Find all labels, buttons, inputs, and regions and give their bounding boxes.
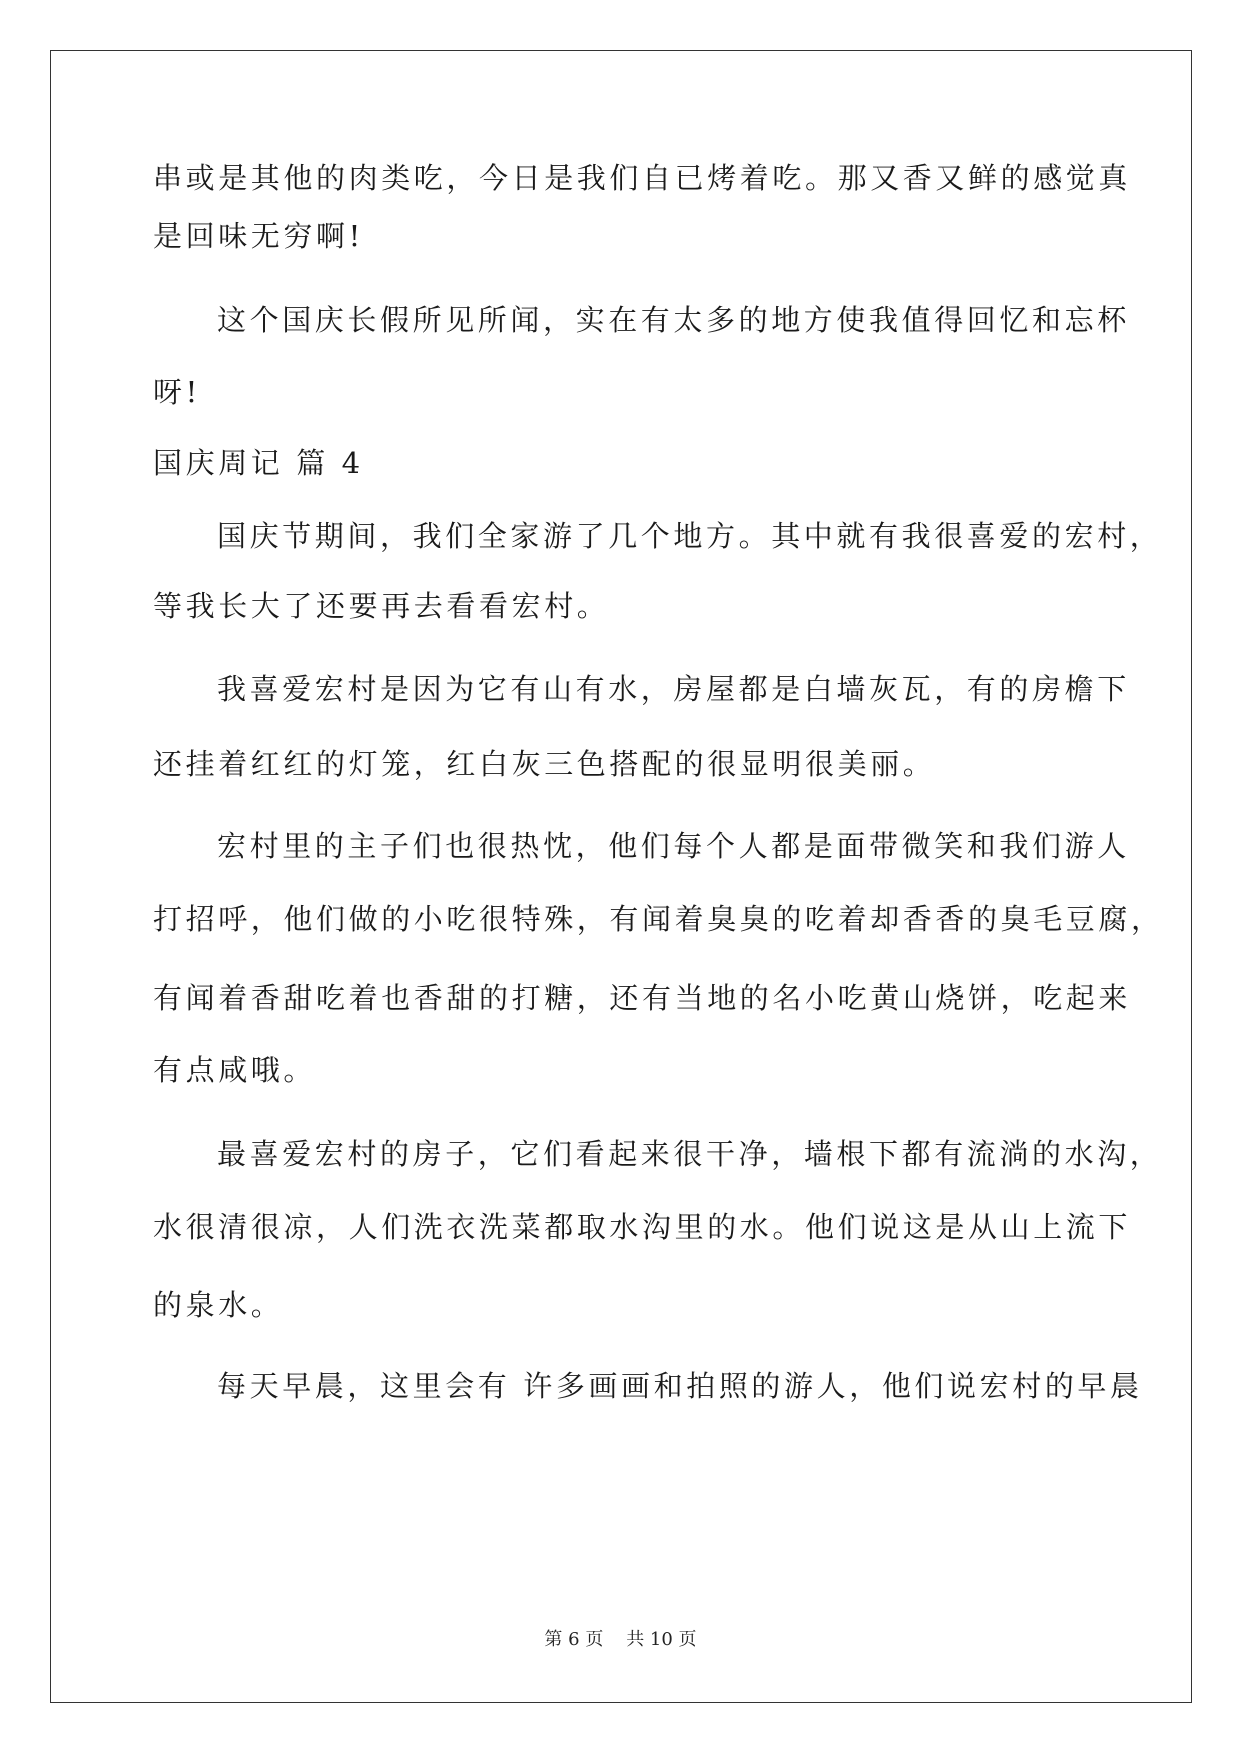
paragraph-line: 这个国庆长假所见所闻，实在有太多的地方使我值得回忆和忘杯	[217, 303, 1130, 337]
text-line: 的泉水。	[153, 1288, 284, 1322]
paragraph-line: 每天早晨，这里会有 许多画画和拍照的游人，他们说宏村的早晨	[217, 1369, 1143, 1403]
text-line: 打招呼，他们做的小吃很特殊，有闻着臭臭的吃着却香香的臭毛豆腐，	[153, 902, 1164, 936]
text-line: 串或是其他的肉类吃，今日是我们自已烤着吃。那又香又鲜的感觉真	[153, 161, 1132, 195]
text-line: 有点咸哦。	[153, 1053, 317, 1087]
page-indicator: 第 6 页 共 10 页	[544, 1629, 697, 1650]
text-line: 呀!	[153, 375, 201, 409]
text-line: 水很清很凉，人们洗衣洗菜都取水沟里的水。他们说这是从山上流下	[153, 1210, 1132, 1244]
text-line: 还挂着红红的灯笼，红白灰三色搭配的很显明很美丽。	[153, 747, 936, 781]
section-heading: 国庆周记 篇 4	[153, 446, 364, 480]
paragraph-line: 宏村里的主子们也很热忱，他们每个人都是面带微笑和我们游人	[217, 829, 1130, 863]
text-line: 有闻着香甜吃着也香甜的打糖，还有当地的名小吃黄山烧饼，吃起来	[153, 981, 1132, 1015]
paragraph-line: 我喜爱宏村是因为它有山有水，房屋都是白墙灰瓦，有的房檐下	[217, 672, 1130, 706]
paragraph-line: 最喜爱宏村的房子，它们看起来很干净，墙根下都有流淌的水沟，	[217, 1137, 1163, 1171]
text-line: 是回味无穷啊!	[153, 219, 364, 253]
page-border	[50, 50, 1192, 1703]
paragraph-line: 国庆节期间，我们全家游了几个地方。其中就有我很喜爱的宏村，	[217, 519, 1163, 553]
text-line: 等我长大了还要再去看看宏村。	[153, 589, 610, 623]
